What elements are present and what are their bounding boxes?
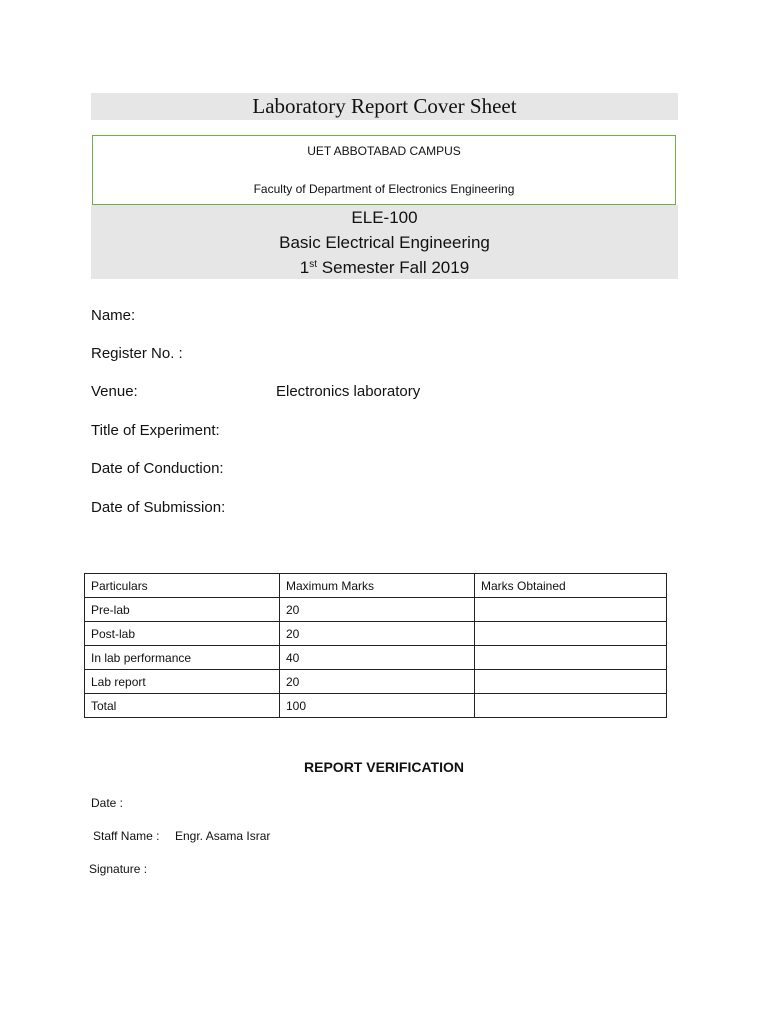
campus-box bbox=[92, 135, 676, 205]
marks-obtained-cell[interactable] bbox=[475, 622, 667, 646]
header-particulars: Particulars bbox=[85, 574, 280, 598]
table-row bbox=[85, 598, 667, 622]
marks-table bbox=[84, 573, 667, 718]
max-marks-cell: 40 bbox=[280, 646, 475, 670]
header-marks-obtained: Marks Obtained bbox=[475, 574, 667, 598]
page-title: Laboratory Report Cover Sheet bbox=[252, 94, 517, 118]
max-marks-cell: 20 bbox=[280, 670, 475, 694]
faculty-name: Faculty of Department of Electronics Engineering bbox=[253, 182, 515, 196]
table-row bbox=[85, 694, 667, 718]
marks-obtained-cell[interactable] bbox=[475, 694, 667, 718]
conduction-date-label: Date of Conduction: bbox=[91, 460, 224, 477]
venue-value: Electronics laboratory bbox=[276, 383, 421, 400]
marks-obtained-cell[interactable] bbox=[475, 670, 667, 694]
table-header-row bbox=[85, 574, 667, 598]
particular-cell: Pre-lab bbox=[85, 598, 280, 622]
title-bar bbox=[91, 93, 678, 120]
register-label: Register No. : bbox=[91, 345, 183, 362]
venue-label: Venue: bbox=[91, 383, 138, 400]
signature-label: Signature : bbox=[89, 862, 148, 876]
particular-cell: In lab performance bbox=[85, 646, 280, 670]
course-semester bbox=[91, 255, 678, 280]
course-name: Basic Electrical Engineering bbox=[279, 233, 490, 252]
semester-number: 1 bbox=[299, 258, 310, 277]
name-label: Name: bbox=[91, 307, 136, 324]
staff-name-label: Staff Name : bbox=[93, 829, 160, 843]
marks-obtained-cell[interactable] bbox=[475, 598, 667, 622]
table-row bbox=[85, 622, 667, 646]
course-block bbox=[91, 205, 678, 279]
campus-name: UET ABBOTABAD CAMPUS bbox=[307, 144, 461, 158]
staff-name-value: Engr. Asama Israr bbox=[175, 829, 271, 843]
particular-cell: Total bbox=[85, 694, 280, 718]
particular-cell: Post-lab bbox=[85, 622, 280, 646]
submission-date-label: Date of Submission: bbox=[91, 499, 226, 516]
max-marks-cell: 100 bbox=[280, 694, 475, 718]
table-row bbox=[85, 670, 667, 694]
course-code: ELE-100 bbox=[351, 208, 418, 227]
experiment-title-label: Title of Experiment: bbox=[91, 422, 220, 439]
table-row bbox=[85, 646, 667, 670]
verification-date-label: Date : bbox=[91, 796, 124, 810]
particular-cell: Lab report bbox=[85, 670, 280, 694]
marks-obtained-cell[interactable] bbox=[475, 646, 667, 670]
semester-suffix: st bbox=[309, 259, 318, 270]
verification-heading: REPORT VERIFICATION bbox=[304, 759, 464, 775]
header-maximum-marks: Maximum Marks bbox=[280, 574, 475, 598]
max-marks-cell: 20 bbox=[280, 622, 475, 646]
max-marks-cell: 20 bbox=[280, 598, 475, 622]
semester-text: Semester Fall 2019 bbox=[317, 258, 470, 277]
